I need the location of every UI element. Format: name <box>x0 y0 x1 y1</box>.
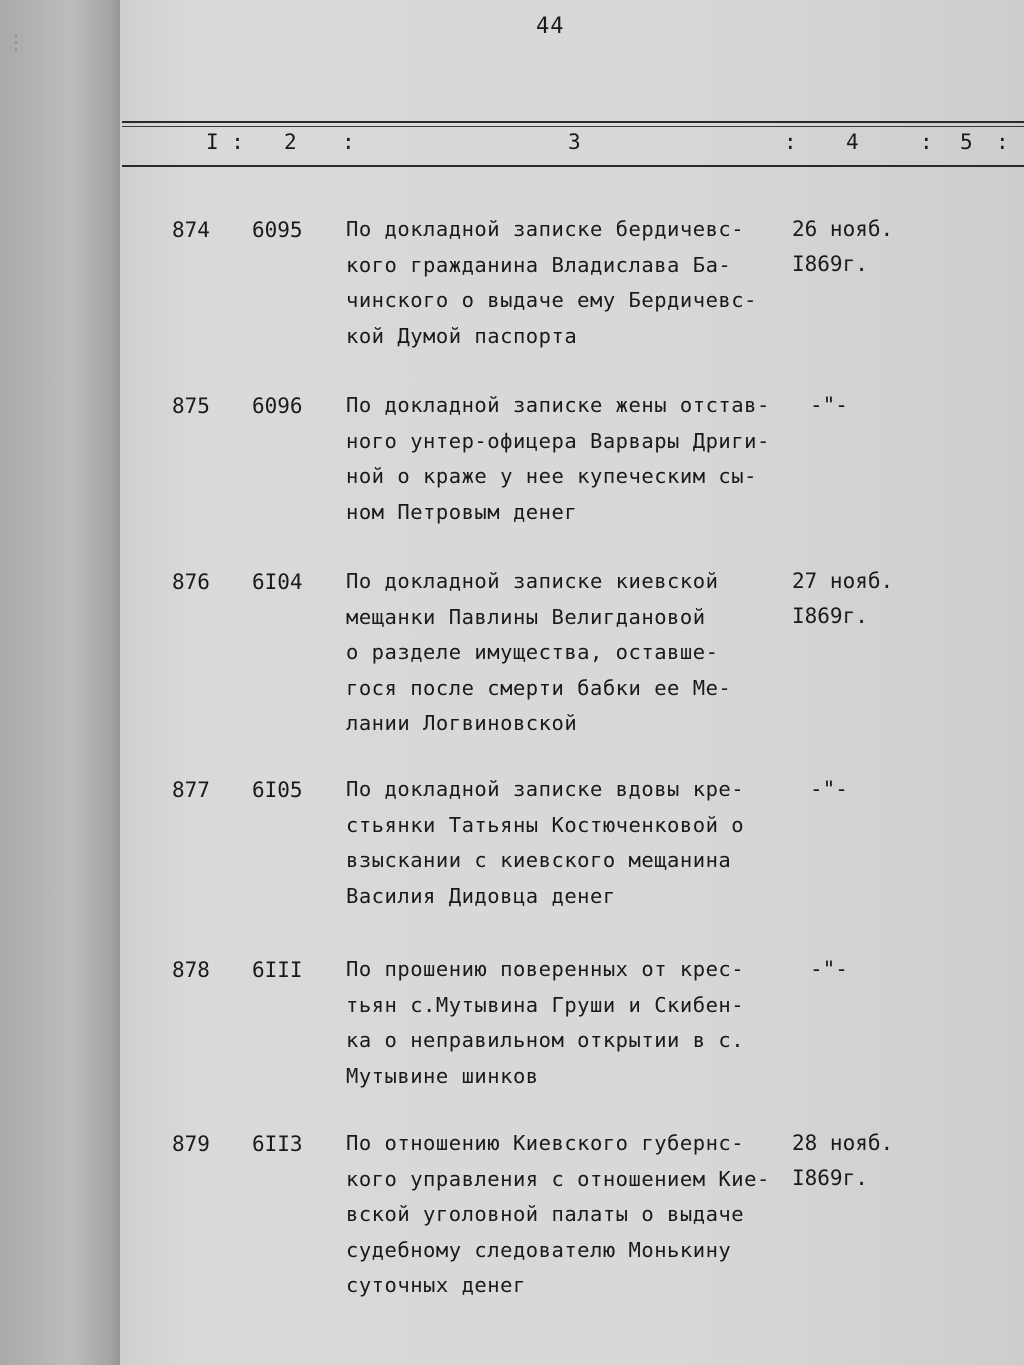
header-col5-end: : <box>996 130 1009 154</box>
description-line: мещанки Павлины Велигдановой <box>346 604 706 629</box>
record-id: 6095 <box>252 218 303 242</box>
date-line: I869г. <box>792 252 868 276</box>
record-description <box>346 772 744 914</box>
record-number: 878 <box>172 958 210 982</box>
record-description <box>346 564 731 742</box>
description-line: о разделе имущества, оставше- <box>346 640 719 664</box>
record-number: 879 <box>172 1132 210 1156</box>
header-col5: 5 <box>960 130 973 154</box>
record-number: 875 <box>172 394 210 418</box>
description-line: Мутывине шинков <box>346 1063 539 1088</box>
description-line: лании Логвиновской <box>346 711 578 735</box>
page-number: 44 <box>536 14 565 39</box>
date-line: I869г. <box>792 1166 868 1190</box>
description-line: кого гражданина Владислава Ба- <box>346 252 732 277</box>
description-line: По докладной записке киевской <box>346 569 719 593</box>
record-description <box>346 388 770 530</box>
record-description <box>346 1126 770 1304</box>
date-line: -"- <box>810 957 848 981</box>
record-description <box>346 952 744 1094</box>
header-col2-separator: : <box>342 130 355 154</box>
record-id: 6II3 <box>252 1132 303 1156</box>
description-line: По докладной записке жены отстав- <box>346 393 770 417</box>
header-col2: 2 <box>284 130 297 154</box>
record-id: 6096 <box>252 394 303 418</box>
description-line: Василия Дидовца денег <box>346 883 616 908</box>
description-line: чинского о выдаче ему Бердичевс- <box>346 288 757 312</box>
description-line: ной о краже у нее купеческим сы- <box>346 464 757 488</box>
description-line: стьянки Татьяны Костюченковой о <box>346 812 745 837</box>
document-page <box>120 0 1024 1365</box>
description-line: судебному следователю Монькину <box>346 1237 732 1262</box>
record-date <box>810 772 848 807</box>
record-number: 877 <box>172 778 210 802</box>
description-line: По отношению Киевского губернс- <box>346 1131 745 1155</box>
description-line: кого управления с отношением Кие- <box>346 1166 770 1191</box>
record-date <box>792 1126 893 1196</box>
date-line: -"- <box>810 393 848 417</box>
header-top-rule <box>122 121 1024 123</box>
record-date <box>792 212 893 282</box>
description-line: По докладной записке вдовы кре- <box>346 777 745 801</box>
description-line: По докладной записке бердичевс- <box>346 217 745 241</box>
adjacent-page-edge <box>0 0 128 1365</box>
description-line: взыскании с киевского мещанина <box>346 848 732 872</box>
record-date <box>810 952 848 987</box>
header-col4-separator: : <box>784 130 797 154</box>
description-line: гося после смерти бабки ее Ме- <box>346 675 732 700</box>
date-line: 26 нояб. <box>792 217 894 241</box>
date-line: 27 нояб. <box>792 569 894 593</box>
header-col5-separator: : <box>920 130 933 154</box>
description-line: ка о неправильном открытии в с. <box>346 1028 745 1052</box>
description-line: вской уголовной палаты о выдаче <box>346 1202 745 1226</box>
header-col1: I : <box>206 130 244 154</box>
record-id: 6I05 <box>252 778 303 802</box>
date-line: 28 нояб. <box>792 1131 894 1155</box>
description-line: кой Думой паспорта <box>346 323 578 348</box>
record-description <box>346 212 757 354</box>
description-line: суточных денег <box>346 1273 526 1297</box>
header-bottom-rule <box>122 165 1024 167</box>
description-line: тьян с.Мутывина Груши и Скибен- <box>346 992 745 1017</box>
header-col4: 4 <box>846 130 859 154</box>
description-line: ного унтер-офицера Варвары Дриги- <box>346 428 770 453</box>
record-id: 6III <box>252 958 303 982</box>
record-id: 6I04 <box>252 570 303 594</box>
bleed-through-mark: ⋮ <box>6 30 26 54</box>
record-number: 876 <box>172 570 210 594</box>
date-line: I869г. <box>792 604 868 628</box>
record-date <box>810 388 848 423</box>
record-number: 874 <box>172 218 210 242</box>
header-top-rule-inner <box>122 126 1024 127</box>
record-date <box>792 564 893 634</box>
header-col3: 3 <box>568 130 581 154</box>
date-line: -"- <box>810 777 848 801</box>
description-line: По прошению поверенных от крес- <box>346 957 745 981</box>
description-line: ном Петровым денег <box>346 499 578 524</box>
